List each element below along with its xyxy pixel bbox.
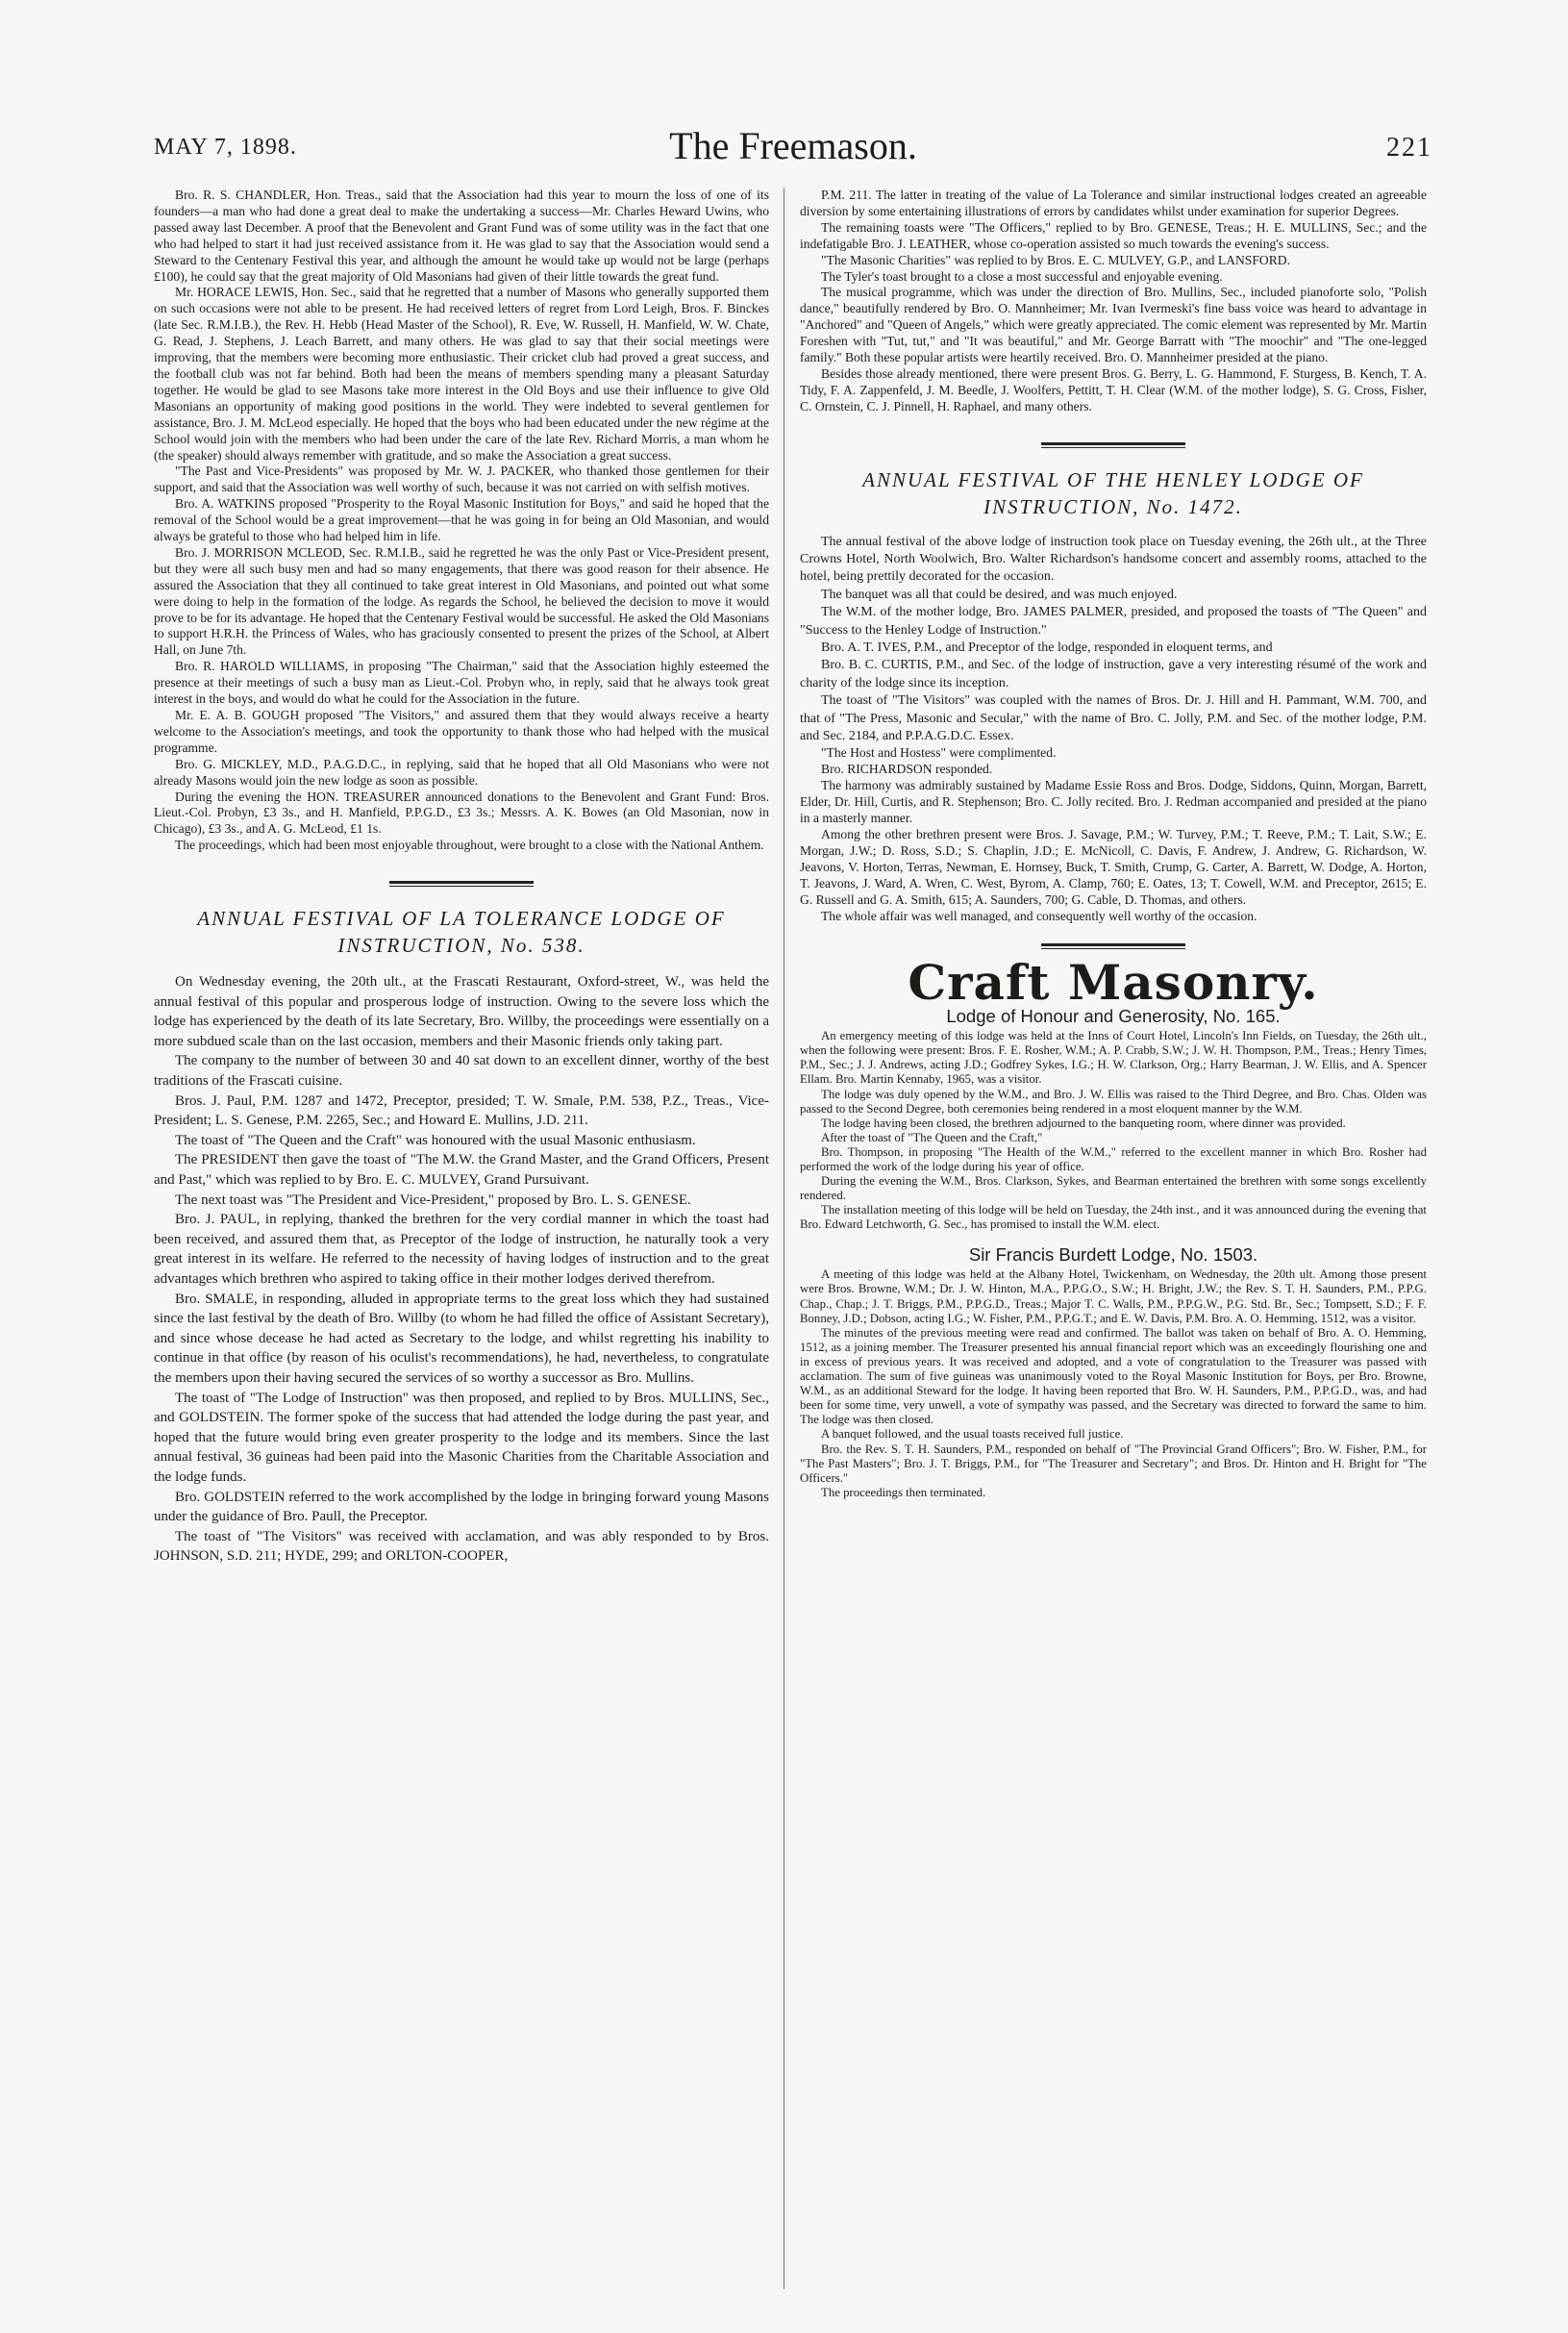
paragraph: Bro. R. S. CHANDLER, Hon. Treas., said that the Association had this year to mourn the loss of one of its founders—a man who had done a great deal to make the undertaking a success—Mr. Charles Heward Uwins, who passed away last December. A proof that the Benevolent and Grant Fund was of some utility was in the fact that one who had helped to start it had just received assistance from it. He was glad to say that the Association would send a Steward to the Centenary Festival this year, and although the amount he would take up would not be large (perhaps £100), he could say that the great majority of Old Masonians had given of their little towards the great fund.: [154, 188, 769, 284]
section-heading-henley: ANNUAL FESTIVAL OF THE HENLEY LODGE OF INSTRUCTION, No. 1472.: [862, 467, 1364, 518]
paragraph: Bro. R. HAROLD WILLIAMS, in proposing "The Chairman," said that the Association highly esteemed the presence at their meetings of such a busy man as Lieut.-Col. Probyn who, in reply, said that he always took great interest in the boys, and would do what he could for the Association in the future.: [154, 659, 769, 707]
page-header: [154, 123, 1432, 181]
francis-burdett-report: [800, 1267, 1427, 1500]
paragraph: During the evening the HON. TREASURER announced donations to the Benevolent and Grant Fund: Bros. Lieut.-Col. Probyn, £3 3s., and H. Manfield, P.P.G.D., £3 3s.; Messrs. A. K. Bowes (an Old Masonian, now in Chicago), £3 3s., and A. G. McLeod, £1 1s.: [154, 789, 769, 837]
paragraph: The annual festival of the above lodge of instruction took place on Tuesday evening, the 26th ult., at the Three Crowns Hotel, North Woolwich, Bro. Walter Richardson's handsome concert and assembly rooms, attached to the hotel, being prettily decorated for the occasion.: [800, 534, 1427, 585]
la-tolerance-report: [154, 972, 769, 1567]
issue-date: MAY 7, 1898.: [154, 135, 297, 160]
paragraph: The toast of "The Lodge of Instruction" was then proposed, and replied to by Bros. MULLINS, Sec., and GOLDSTEIN. The former spoke of the success that had attended the lodge during the past year, and hoped that the future would bring even greater prosperity to the lodge and its members. Since the last annual festival, 36 guineas had been paid into the Masonic Charities from the Charitable Association and the lodge funds.: [154, 1390, 769, 1485]
paragraph: During the evening the W.M., Bros. Clarkson, Sykes, and Bearman entertained the brethren with some songs excellently rendered.: [800, 1174, 1427, 1203]
paragraph: The minutes of the previous meeting were read and confirmed. The ballot was taken on behalf of Bro. A. O. Hemming, 1512, as a joining member. The Treasurer presented his annual financial report which was an exceedingly flourishing one and in excess of previous years. It was received and adopted, and a vote of congratulation to the Treasurer was passed with acclamation. The sum of five guineas was unanimously voted to the Royal Masonic Institution for Boys, per Bro. Browne, W.M., as an additional Steward for the lodge. It having been reported that Bro. W. H. Saunders, P.M., P.P.G.D., was, and had been for some time, very unwell, a vote of sympathy was passed, and the Secretary was directed to forward the same to him. The lodge was then closed.: [800, 1325, 1427, 1427]
paragraph: Bro. A. T. IVES, P.M., and Preceptor of the lodge, responded in eloquent terms, and: [821, 640, 1273, 656]
paragraph: The next toast was "The President and Vice-President," proposed by Bro. L. S. GENESE.: [175, 1192, 691, 1208]
paragraph: The whole affair was well managed, and consequently well worthy of the occasion.: [821, 908, 1257, 923]
paragraph: Bros. J. Paul, P.M. 1287 and 1472, Preceptor, presided; T. W. Smale, P.M. 538, P.Z., Treas., Vice-President; L. S. Genese, P.M. 2265, Sec.; and Howard E. Mullins, J.D. 211.: [154, 1092, 769, 1129]
paragraph: After the toast of "The Queen and the Craft,": [821, 1130, 1043, 1144]
section-divider: [800, 437, 1427, 453]
section-heading-la-tolerance: ANNUAL FESTIVAL OF LA TOLERANCE LODGE OF INSTRUCTION, No. 538.: [197, 907, 726, 958]
paragraph: Bro. GOLDSTEIN referred to the work accomplished by the lodge in bringing forward young Masons under the guidance of Bro. Paull, the Preceptor.: [154, 1489, 769, 1525]
la-tolerance-continued: [800, 188, 1427, 415]
right-column: [800, 188, 1427, 1500]
paragraph: Bro. Thompson, in proposing "The Health of the W.M.," referred to the excellent manner in which Bro. Rosher had performed the work of the lodge during his year of office.: [800, 1144, 1427, 1173]
craft-masonry-heading: Craft Masonry.: [908, 954, 1319, 1012]
lodge-heading-honour-generosity: Lodge of Honour and Generosity, No. 165.: [946, 1006, 1281, 1027]
paragraph: The installation meeting of this lodge will be held on Tuesday, the 24th inst., and it was announced during the evening that Bro. Edward Letchworth, G. Sec., has promised to install the W.M. elect.: [800, 1203, 1427, 1232]
paragraph: P.M. 211. The latter in treating of the value of La Tolerance and similar instructional lodges created an agreeable diversion by some entertaining illustrations of errors by candidates whilst under examination for superior Degrees.: [800, 188, 1427, 218]
section-divider: [800, 938, 1427, 954]
henley-report: [800, 534, 1427, 925]
masthead-title: The Freemason.: [669, 124, 917, 167]
paragraph: Among the other brethren present were Bros. J. Savage, P.M.; W. Turvey, P.M.; T. Reeve, P.M.; T. Lait, S.W.; E. Morgan, J.W.; D. Ross, S.D.; S. Chaplin, J.D.; E. McNicoll, C. Davis, F. Andrew, J. Andrew, G. Richardson, W. Jeavons, V. Horton, Terras, Newman, E. Hornsey, Buck, T. Smith, Crump, G. Carter, A. Barrett, W. Dodge, A. Horton, T. Jeavons, J. Ward, A. Wren, C. West, Byrom, A. Clamp, 760; E. Oates, 13; T. Cowell, W.M. and Preceptor, 2615; E. G. Russell and G. A. Smith, 615; A. Saunders, 700; G. Cable, D. Thomas, and others.: [800, 827, 1427, 907]
paragraph: On Wednesday evening, the 20th ult., at the Frascati Restaurant, Oxford-street, W., was held the annual festival of this popular and prosperous lodge of instruction. Owing to the severe loss which the lodge has experienced by the death of its late Secretary, Bro. Willby, the proceedings were essentially on a more subdued scale than on the last occasion, members and their Masonic friends only taking part.: [154, 974, 769, 1049]
paragraph: The lodge having been closed, the brethren adjourned to the banqueting room, where dinner was provided.: [821, 1116, 1346, 1130]
paragraph: Bro. SMALE, in responding, alluded in appropriate terms to the great loss which they had sustained since the last festival by the death of Bro. Willby (to whom he had filled the office of Assistant Secretary), and since whose decease he had acted as Secretary to the lodge, and whilst regretting his inability to continue in that office (by reason of his oculist's recommendations), he had, nevertheless, to congratulate the members upon their having secured the services of so worthy a successor as Bro. Mullins.: [154, 1291, 769, 1386]
left-column: [154, 188, 769, 1567]
paragraph: Mr. HORACE LEWIS, Hon. Sec., said that he regretted that a number of Masons who generally supported them on such occasions were not able to be present. He had received letters of regret from Lord Leigh, Bros. F. Binckes (late Sec. R.M.I.B.), the Rev. H. Hebb (Head Master of the School), R. Eve, W. Russell, H. Manfield, W. W. Chate, G. Read, J. Stephens, J. Leach Barrett, and many others. He was glad to say that their social meetings were improving, that the members were becoming more enthusiastic. Their cricket club had proved a great success, and the football club was not far behind. Both had been the means of members spending many a pleasant Saturday together. He would be glad to see Masons take more interest in the Old Boys and use their influence to give Old Masonians an opportunity of making good positions in the world. They were indebted to several gentlemen for assistance, Bro. J. M. McLeod especially. He hoped that the boys who had been educated under the new régime at the School would join with the members who had been under the care of the late Rev. Richard Morris, a man whom he (the speaker) should always remember with gratitude, and so make the Association a great success.: [154, 285, 769, 463]
paragraph: The toast of "The Visitors" was coupled with the names of Bros. Dr. J. Hill and H. Pammant, W.M. 700, and that of "The Press, Masonic and Secular," with the name of Bro. C. Jolly, P.M. and Sec. of the mother lodge, P.M. and Sec. 2184, and P.P.A.G.D.C. Essex.: [800, 693, 1427, 744]
paragraph: Bro. G. MICKLEY, M.D., P.A.G.D.C., in replying, said that he hoped that all Old Masonians who were not already Masons would join the new lodge as soon as possible.: [154, 756, 769, 788]
paragraph: The lodge was duly opened by the W.M., and Bro. J. W. Ellis was raised to the Third Degree, and Bro. Chas. Olden was passed to the Second Degree, both ceremonies being rendered in a most eloquent manner by the W.M.: [800, 1087, 1427, 1116]
paragraph: The proceedings, which had been most enjoyable throughout, were brought to a close with the National Anthem.: [175, 838, 764, 853]
paragraph: "The Masonic Charities" was replied to by Bros. E. C. MULVEY, G.P., and LANSFORD.: [821, 252, 1290, 267]
paragraph: Bro. A. WATKINS proposed "Prosperity to the Royal Masonic Institution for Boys," and said he hoped that the removal of the School would be a great improvement—that he was going in for being an Old Masonian, and would always be grateful to those who had helped him in life.: [154, 496, 769, 544]
paragraph: Bro. J. PAUL, in replying, thanked the brethren for the very cordial manner in which the toast had been received, and assured them that, as Preceptor of the lodge of instruction, he naturally took a very great interest in its welfare. He referred to the necessity of having lodges of instruction and to the great advantages which brethren who aspired to taking office in their mother lodges derived therefrom.: [154, 1212, 769, 1287]
paragraph: "The Past and Vice-Presidents" was proposed by Mr. W. J. PACKER, who thanked those gentlemen for their support, and said that the Association was well worthy of such, because it was not carried on with selfish motives.: [154, 464, 769, 495]
paragraph: The toast of "The Visitors" was received with acclamation, and was ably responded to by Bros. JOHNSON, S.D. 211; HYDE, 299; and ORLTON-COOPER,: [154, 1528, 769, 1565]
section-divider: [154, 875, 769, 891]
paragraph: Bro. B. C. CURTIS, P.M., and Sec. of the lodge of instruction, gave a very interesting résumé of the work and charity of the lodge since its inception.: [800, 658, 1427, 690]
paragraph: The company to the number of between 30 and 40 sat down to an excellent dinner, worthy of the best traditions of the Frascati cuisine.: [154, 1053, 769, 1090]
paragraph: The remaining toasts were "The Officers," replied to by Bro. GENESE, Treas.; H. E. MULLINS, Sec.; and the indefatigable Bro. J. LEATHER, whose co-operation assisted so much towards the evening's success.: [800, 219, 1427, 251]
paragraph: The Tyler's toast brought to a close a most successful and enjoyable evening.: [821, 268, 1223, 284]
lodge-heading-francis-burdett: Sir Francis Burdett Lodge, No. 1503.: [968, 1244, 1258, 1266]
paragraph: The proceedings then terminated.: [821, 1485, 986, 1499]
paragraph: Bro. J. MORRISON MCLEOD, Sec. R.M.I.B., said he regretted he was the only Past or Vice-President present, but they were all such busy men and had so many engagements, that there was good reason for their absence. He assured the Association that they all continued to take great interest in Old Masonians, and pointed out what some were doing to help in the formation of the lodge. As regards the School, he believed the decision to move it would prove to be for its advantage. He hoped that the Centenary Festival would be successful. He asked the Old Masonians to support H.R.H. the Princess of Wales, who has graciously consented to present the prizes of the School, at Albert Hall, on June 7th.: [154, 544, 769, 658]
paragraph: Bro. the Rev. S. T. H. Saunders, P.M., responded on behalf of "The Provincial Grand Officers"; Bro. W. Fisher, P.M., for "The Past Masters"; Bro. J. T. Briggs, P.M., for "The Treasurer and Secretary"; and Bros. Dr. Hinton and H. Bright for "The Officers.": [800, 1442, 1427, 1485]
paragraph: Mr. E. A. B. GOUGH proposed "The Visitors," and assured them that they would always receive a hearty welcome to the Association's meetings, and took the opportunity to thank those who had helped with the musical programme.: [154, 708, 769, 755]
page-number: 221: [1386, 133, 1432, 163]
paragraph: An emergency meeting of this lodge was held at the Inns of Court Hotel, Lincoln's Inn Fields, on Tuesday, the 26th ult., when the following were present: Bros. F. E. Rosher, W.M.; A. P. Crabb, S.W.; J. W. H. Thompson, P.M., Treas.; Henry Times, P.M., Sec.; J. J. Andrews, acting J.D.; Godfrey Sykes, I.G.; H. W. Clarkson, Org.; Harry Bearman, J. W. Ellis, and A. Spencer Ellam. Bro. Martin Kennaby, 1965, was a visitor.: [800, 1029, 1427, 1087]
paragraph: The toast of "The Queen and the Craft" was honoured with the usual Masonic enthusiasm.: [175, 1132, 696, 1148]
paragraph: Besides those already mentioned, there were present Bros. G. Berry, L. G. Hammond, F. Sturgess, B. Kench, T. A. Tidy, F. A. Zappenfeld, J. M. Beedle, J. Woolfers, Pettitt, T. H. Clear (W.M. of the mother lodge), S. G. Cross, Fisher, C. Ornstein, C. J. Pinnell, H. Raphael, and many others.: [800, 365, 1427, 414]
paragraph: The W.M. of the mother lodge, Bro. JAMES PALMER, presided, and proposed the toasts of "The Queen" and "Success to the Henley Lodge of Instruction.": [800, 605, 1427, 638]
old-masonians-report: [154, 188, 769, 854]
paragraph: A meeting of this lodge was held at the Albany Hotel, Twickenham, on Wednesday, the 20th ult. Among those present were Bros. Browne, W.M.; Dr. J. W. Hinton, M.A., P.P.G.O., S.W.; H. Bright, J.W.; the Rev. S. T. H. Saunders, P.M., P.P.G. Chap., Chap.; J. T. Briggs, P.M., P.P.G.D., Treas.; Major T. C. Walls, P.M., P.P.G.W., P.G. Std. Br., Sec.; Tompsett, S.D.; F. F. Bonney, J.D.; Dobson, acting I.G.; W. Fisher, P.M., P.P.G.T.; and E. W. Davis, P.M. Bro. A. O. Hemming, 1512, was a visitor.: [800, 1267, 1427, 1325]
paragraph: The harmony was admirably sustained by Madame Essie Ross and Bros. Dodge, Siddons, Quinn, Morgan, Barrett, Elder, Dr. Hill, Curtis, and R. Stephenson; Bro. C. Jolly recited. Bro. J. Redman accompanied and presided at the piano in a masterly manner.: [800, 778, 1427, 826]
paragraph: The PRESIDENT then gave the toast of "The M.W. the Grand Master, and the Grand Officers, Present and Past," which was replied to by Bro. E. C. MULVEY, Grand Pursuivant.: [154, 1152, 769, 1188]
honour-generosity-report: [800, 1029, 1427, 1232]
paragraph: Bro. RICHARDSON responded.: [821, 762, 993, 777]
paragraph: The musical programme, which was under the direction of Bro. Mullins, Sec., included pianoforte solo, "Polish dance," beautifully rendered by Bro. O. Mannheimer; Mr. Ivan Ivermeski's fine bass voice was heard to advantage in "Anchored" and "Queen of Angels," which were greatly appreciated. The comic element was represented by Mr. Martin Foreshen with "Tut, tut," and "It was beautiful," and Mr. George Barratt with "The moochir" and "The one-legged family." Both these popular artists were heartily received. Bro. O. Mannheimer presided at the piano.: [800, 285, 1427, 365]
paragraph: "The Host and Hostess" were complimented.: [821, 745, 1057, 761]
paragraph: A banquet followed, and the usual toasts received full justice.: [821, 1427, 1124, 1442]
paragraph: The banquet was all that could be desired, and was much enjoyed.: [821, 587, 1178, 602]
